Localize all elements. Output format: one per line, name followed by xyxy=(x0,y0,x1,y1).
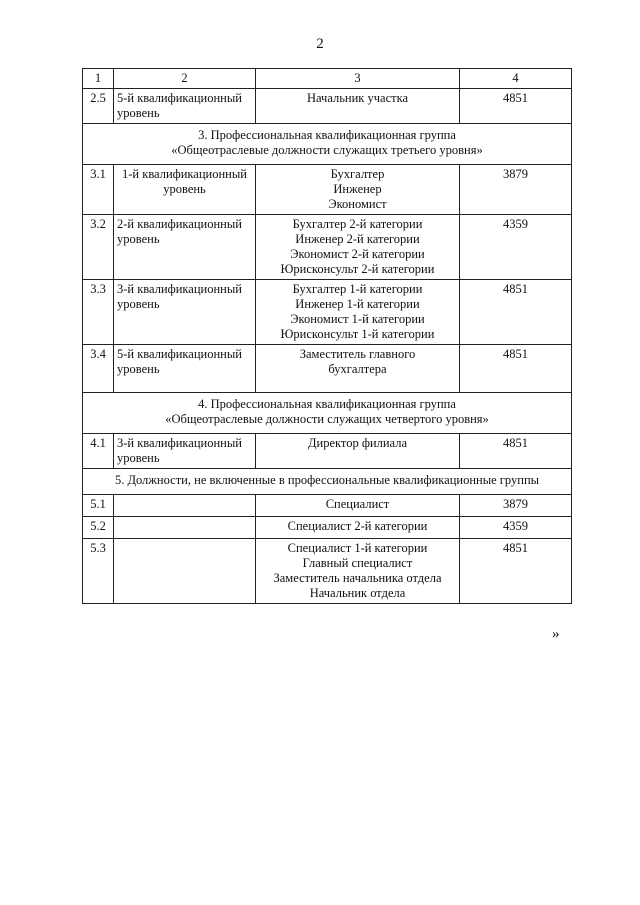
position-title: Специалист xyxy=(325,497,390,511)
salary-value: 3879 xyxy=(460,165,572,215)
group-heading-line: 3. Профессиональная квалификационная группа xyxy=(198,128,456,142)
position-title: Заместитель начальника отдела xyxy=(273,571,442,585)
table-row xyxy=(83,517,572,539)
position-title: Бухгалтер 2-й категории xyxy=(292,217,423,231)
table-row xyxy=(83,165,572,215)
salary-value: 4851 xyxy=(460,280,572,345)
position-title: Экономист 2-й категории xyxy=(290,247,425,261)
qualification-level: 5-й квалификационный уровень xyxy=(114,345,256,393)
header-cell-1: 1 xyxy=(83,69,114,89)
closing-quote-mark: » xyxy=(552,626,560,642)
qualification-level xyxy=(114,517,256,539)
positions-cell xyxy=(256,345,460,393)
header-row xyxy=(83,69,572,89)
page-number: 2 xyxy=(316,36,324,52)
qualification-level: 3-й квалификационный уровень xyxy=(114,280,256,345)
row-number: 5.2 xyxy=(83,517,114,539)
table-row xyxy=(83,215,572,280)
salary-table-body xyxy=(83,69,572,604)
positions-cell xyxy=(256,215,460,280)
position-title: Директор филиала xyxy=(307,436,407,450)
position-title: Инженер xyxy=(333,182,382,196)
table-row xyxy=(83,495,572,517)
row-number: 4.1 xyxy=(83,434,114,469)
qualification-level: 2-й квалификационный уровень xyxy=(114,215,256,280)
positions-cell xyxy=(256,434,460,469)
position-title: Специалист 1-й категории xyxy=(287,541,428,555)
qualification-level: 1-й квалификационный уровень xyxy=(114,165,256,215)
header-cell-3: 3 xyxy=(256,69,460,89)
position-title: Бухгалтер xyxy=(330,167,385,181)
group-heading xyxy=(83,469,572,495)
group-heading-line: 5. Должности, не включенные в профессиональные квалификационные группы xyxy=(114,473,540,487)
positions-cell xyxy=(256,517,460,539)
position-title: Юрисконсульт 2-й категории xyxy=(280,262,435,276)
qualification-level xyxy=(114,495,256,517)
header-cell-4: 4 xyxy=(460,69,572,89)
position-title: Специалист 2-й категории xyxy=(287,519,428,533)
position-title: Начальник отдела xyxy=(309,586,406,600)
positions-cell xyxy=(256,495,460,517)
row-number: 3.2 xyxy=(83,215,114,280)
salary-value: 4851 xyxy=(460,345,572,393)
position-title: Начальник участка xyxy=(306,91,409,105)
position-title: Главный специалист xyxy=(302,556,413,570)
salary-table xyxy=(82,68,572,604)
positions-cell xyxy=(256,89,460,124)
row-number: 2.5 xyxy=(83,89,114,124)
group-heading xyxy=(83,124,572,165)
row-number: 3.1 xyxy=(83,165,114,215)
positions-cell xyxy=(256,165,460,215)
row-number: 3.3 xyxy=(83,280,114,345)
salary-value: 3879 xyxy=(460,495,572,517)
qualification-level: 3-й квалификационный уровень xyxy=(114,434,256,469)
position-title: Бухгалтер 1-й категории xyxy=(292,282,423,296)
position-title: Экономист 1-й категории xyxy=(290,312,425,326)
position-title: Экономист xyxy=(328,197,387,211)
row-number: 5.1 xyxy=(83,495,114,517)
salary-value: 4851 xyxy=(460,89,572,124)
table-row xyxy=(83,345,572,393)
salary-value: 4851 xyxy=(460,434,572,469)
row-number: 5.3 xyxy=(83,539,114,604)
header-cell-2: 2 xyxy=(114,69,256,89)
table-row xyxy=(83,89,572,124)
group-heading-row xyxy=(83,469,572,495)
positions-cell xyxy=(256,280,460,345)
group-heading xyxy=(83,393,572,434)
group-heading-line: 4. Профессиональная квалификационная группа xyxy=(198,397,456,411)
group-heading-row xyxy=(83,124,572,165)
position-title: Инженер 2-й категории xyxy=(295,232,420,246)
table-row xyxy=(83,434,572,469)
table-row xyxy=(83,539,572,604)
group-heading-line: «Общеотраслевые должности служащих четвертого уровня» xyxy=(165,412,489,426)
position-title: Инженер 1-й категории xyxy=(295,297,420,311)
position-title: Заместитель главного xyxy=(299,347,416,361)
position-title: Юрисконсульт 1-й категории xyxy=(280,327,435,341)
salary-value: 4359 xyxy=(460,517,572,539)
salary-value: 4359 xyxy=(460,215,572,280)
group-heading-line: «Общеотраслевые должности служащих третьего уровня» xyxy=(171,143,483,157)
position-title: бухгалтера xyxy=(328,362,387,376)
group-heading-row xyxy=(83,393,572,434)
table-row xyxy=(83,280,572,345)
positions-cell xyxy=(256,539,460,604)
qualification-level xyxy=(114,539,256,604)
qualification-level: 5-й квалификационный уровень xyxy=(114,89,256,124)
row-number: 3.4 xyxy=(83,345,114,393)
salary-value: 4851 xyxy=(460,539,572,604)
